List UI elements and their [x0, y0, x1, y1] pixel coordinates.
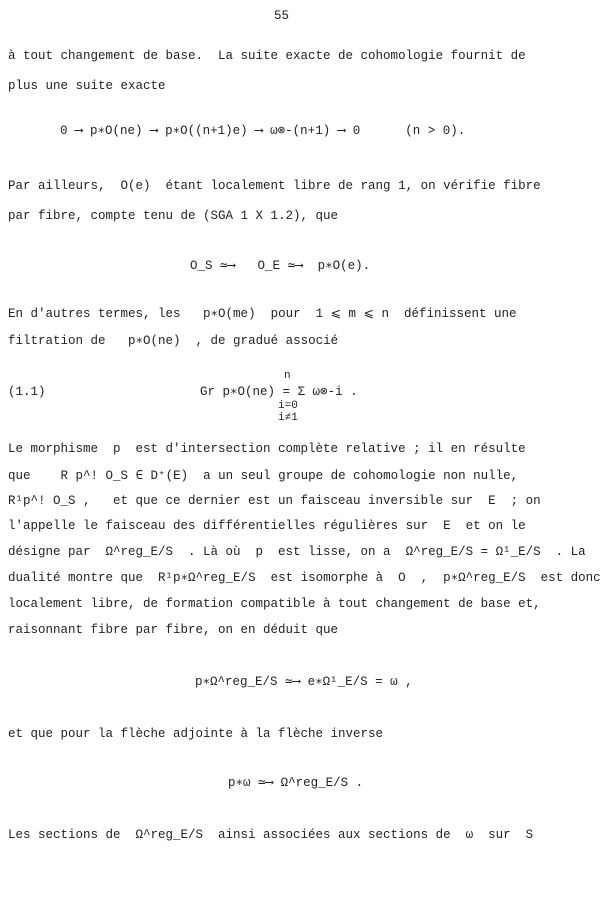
equation-label: (1.1): [8, 385, 46, 399]
text-line-13: localement libre, de formation compatible à tout changement de base et,: [8, 597, 541, 611]
sum-upper: n: [284, 370, 291, 382]
text-line-10: l'appelle le faisceau des différentielles régulières sur E et on le: [8, 519, 526, 533]
text-line-8: que R p^! O_S ∈ D⁺(E) a un seul groupe de cohomologie non nulle,: [8, 469, 519, 483]
sum-lower: i=0 i≠1: [278, 400, 298, 424]
text-line-12: dualité montre que R¹p∗Ω^reg_E/S est isomorphe à O , p∗Ω^reg_E/S est donc: [8, 571, 601, 585]
text-line-2: plus une suite exacte: [8, 79, 166, 93]
text-line-11: désigne par Ω^reg_E/S . Là où p est lisse, on a Ω^reg_E/S = Ω¹_E/S . La: [8, 545, 586, 559]
text-line-7: Le morphisme p est d'intersection complète relative ; il en résulte: [8, 442, 526, 456]
text-line-3: Par ailleurs, O(e) étant localement libre de rang 1, on vérifie fibre: [8, 179, 541, 193]
equation-isomorphisms: O_S ≃⟶ O_E ≃⟶ p∗O(e).: [190, 259, 371, 273]
text-line-6: filtration de p∗O(ne) , de gradué associé: [8, 334, 339, 348]
text-line-14: raisonnant fibre par fibre, on en déduit que: [8, 623, 339, 637]
equation-graded: Gr p∗O(ne) = Σ ω⊗-i .: [200, 385, 358, 399]
equation-pushforward: p∗Ω^reg_E/S ≃⟶ e∗Ω¹_E/S = ω ,: [195, 675, 413, 689]
text-line-15: et que pour la flèche adjointe à la flèche inverse: [8, 727, 384, 741]
text-line-16: Les sections de Ω^reg_E/S ainsi associées aux sections de ω sur S: [8, 828, 534, 842]
text-line-5: En d'autres termes, les p∗O(me) pour 1 ⩽ m ⩽ n définissent une: [8, 307, 517, 321]
equation-exact-sequence: 0 ⟶ p∗O(ne) ⟶ p∗O((n+1)e) ⟶ ω⊗-(n+1) ⟶ 0 (n > 0).: [60, 124, 466, 138]
equation-adjoint: p∗ω ≃⟶ Ω^reg_E/S .: [228, 776, 364, 790]
page-number: 55: [274, 9, 290, 23]
text-line-9: R¹p^! O_S , et que ce dernier est un faisceau inversible sur E ; on: [8, 494, 541, 508]
text-line-4: par fibre, compte tenu de (SGA 1 X 1.2), que: [8, 209, 339, 223]
text-line-1: à tout changement de base. La suite exacte de cohomologie fournit de: [8, 49, 526, 63]
